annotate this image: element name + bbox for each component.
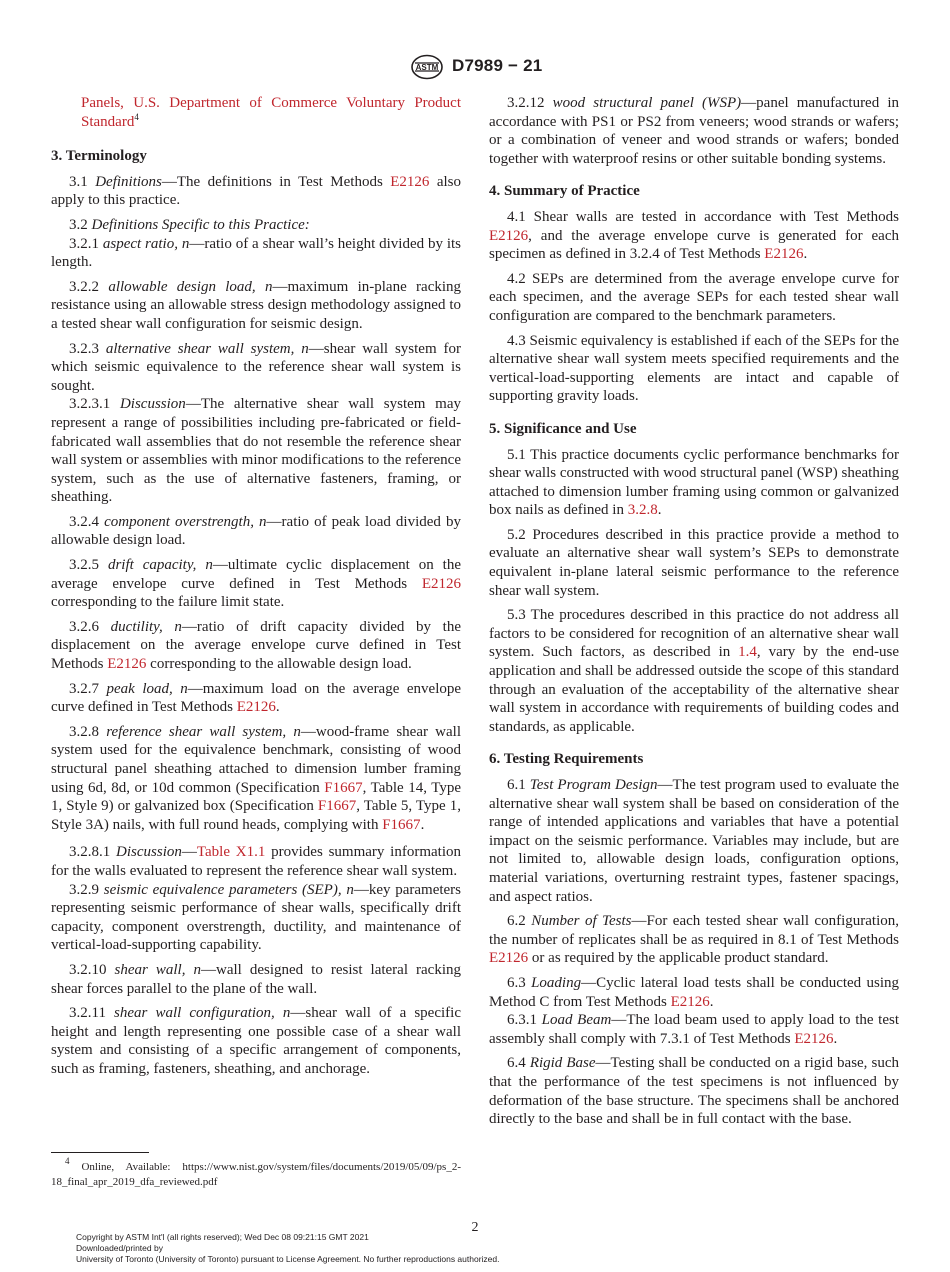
paragraph-3-2-12: 3.2.12 wood structural panel (WSP)—panel manufactured in accordance with PS1 or PS2 from veneers; wood strands or wafers; or a combination of veneer and wood strands or wafers; bonded together with waterproof resins or other suitable bonding systems. bbox=[489, 95, 900, 167]
paragraph-4-3: 4.3 Seismic equivalency is established if each of the SEPs for the alternative shear wall system meets specified requirements and the vertical-load-supporting elements are intact and capable of supporting gravity loads. bbox=[489, 332, 899, 405]
left-column bbox=[51, 94, 461, 1085]
section-heading-significance: 5. Significance and Use bbox=[489, 420, 637, 437]
right-column bbox=[489, 94, 899, 1135]
paragraph-3-2-5: 3.2.5 drift capacity, n—ultimate cyclic displacement on the average envelope curve defined in Test Methods E2126 corresponding to the failure limit state. bbox=[51, 557, 462, 611]
reference-link[interactable]: E2126 bbox=[794, 1030, 834, 1047]
paragraph-6-3-1: 6.3.1 Load Beam—The load beam used to apply load to the test assembly shall comply with 7.3.1 of Test Methods E2126. bbox=[489, 1012, 900, 1047]
paragraph-3-2-1: 3.2.1 aspect ratio, n—ratio of a shear wall’s height divided by its length. bbox=[51, 235, 462, 271]
continued-reference bbox=[51, 94, 461, 131]
reference-link[interactable]: Table X1.1 bbox=[196, 844, 266, 861]
reference-link[interactable]: E2126 bbox=[421, 575, 461, 592]
svg-text:ASTM: ASTM bbox=[415, 63, 439, 72]
paragraph-5-1: 5.1 This practice documents cyclic performance benchmarks for shear walls constructed with wood structural panel (WSP) sheathing attached to dimension lumber framing using common or galvanized box nails as defined in 3.2.8. bbox=[489, 446, 899, 519]
paragraph-3-2-6: 3.2.6 ductility, n—ratio of drift capacity divided by the displacement on the average envelope curve defined in Test Methods E2126 corresponding to the allowable design load. bbox=[51, 618, 462, 673]
reference-link[interactable]: E2126 bbox=[489, 227, 529, 244]
paragraph-6-1: 6.1 Test Program Design—The test program used to evaluate the alternative shear wall system shall be based on consideration of the range of intended applications and variables that have a potential impact on the seismic performance. Variables may include, but are not limited to, allowable design loads, configuration options, material variations, overturning restraint types, fastener spacings, and aspect ratios. bbox=[489, 777, 900, 905]
astm-logo-icon bbox=[410, 54, 444, 80]
reference-link[interactable]: F1667 bbox=[324, 779, 363, 796]
section-heading-terminology: 3. Terminology bbox=[51, 148, 147, 165]
paragraph-5-3: 5.3 The procedures described in this practice do not address all factors to be considered for recognition of an alternative shear wall system. Such factors, as described in 1.4, vary by the end-use application and shall be addressed outside the scope of this standard through an evaluation of the acceptability of the alternative shear wall system in accordance with requirements of building codes and standards, as applicable. bbox=[489, 607, 899, 735]
paragraph-3-2-7: 3.2.7 peak load, n—maximum load on the average envelope curve defined in Test Methods E2126. bbox=[51, 680, 462, 716]
reference-link[interactable]: E2126 bbox=[764, 246, 804, 263]
paragraph-3-2-3: 3.2.3 alternative shear wall system, n—shear wall system for which seismic equivalence to the reference shear wall system is sought. bbox=[51, 340, 461, 394]
reference-link[interactable]: 1.4 bbox=[738, 644, 757, 661]
paragraph-5-2: 5.2 Procedures described in this practice provide a method to evaluate an alternative shear wall system’s SEPs to demonstrate equivalent in-plane lateral seismic performance to the reference shear wall system. bbox=[489, 526, 899, 599]
license-line: University of Toronto (University of Toronto) pursuant to License Agreement. No further reproductions authorized. bbox=[76, 1254, 500, 1264]
reference-link[interactable]: F1667 bbox=[317, 798, 357, 815]
paragraph-3-2-2: 3.2.2 allowable design load, n—maximum in-plane racking resistance using an allowable stress design methodology assigned to a tested shear wall configuration for seismic design. bbox=[51, 278, 462, 332]
copyright-line: Copyright by ASTM Int'l (all rights reserved); Wed Dec 08 09:21:15 GMT 2021 bbox=[76, 1232, 369, 1242]
paragraph-4-2: 4.2 SEPs are determined from the average envelope curve for each specimen, and the average SEPs for each tested shear wall configuration are compared to the benchmark parameters. bbox=[489, 270, 899, 324]
section-heading-summary: 4. Summary of Practice bbox=[489, 183, 640, 200]
paragraph-3-2-8-1: 3.2.8.1 Discussion—Table X1.1 provides summary information for the walls evaluated to represent the reference shear wall system. bbox=[51, 844, 461, 879]
paragraph-4-1: 4.1 Shear walls are tested in accordance with Test Methods E2126, and the average envelope curve is generated for each specimen as defined in 3.2.4 of Test Methods E2126. bbox=[489, 208, 899, 263]
paragraph-6-4: 6.4 Rigid Base—Testing shall be conducted on a rigid base, such that the performance of the test specimens is not influenced by deformation of the base structure. The specimens shall be anchored directly to the base and shall be in full contact with the base. bbox=[489, 1055, 899, 1128]
reference-link[interactable]: E2126 bbox=[236, 699, 276, 716]
reference-link[interactable]: 3.2.8 bbox=[627, 502, 658, 519]
copyright-notice bbox=[76, 1232, 500, 1265]
reference-link[interactable]: F1667 bbox=[382, 816, 421, 833]
footnote-rule bbox=[51, 1152, 149, 1153]
paragraph-3-2-11: 3.2.11 shear wall configuration, n—shear wall of a specific height and length representing one possible case of a shear wall system and consisting of a specific arrangement of components, such as framing, fasteners, sheathing, and anchorage. bbox=[51, 1005, 461, 1077]
download-line: Downloaded/printed by bbox=[76, 1243, 163, 1253]
paragraph-3-2-8: 3.2.8 reference shear wall system, n—wood-frame shear wall system used for the equivalence benchmark, consisting of wood structural panel sheathing attached to dimension lumber framing using 6d, 8d, or 10d common (Specification F1667, Table 14, Type 1, Style 9) or galvanized box (Specification F1667, Table 5, Type 1, Style 3A) nails, with full round heads, complying with F1667. bbox=[51, 723, 461, 833]
page-number: 2 bbox=[471, 1220, 479, 1235]
reference-link-ps[interactable]: Panels, U.S. Department of Commerce Voluntary Product Standard bbox=[81, 95, 461, 130]
footnote bbox=[51, 1156, 461, 1190]
footnote-text: Online, Available: https://www.nist.gov/system/files/documents/2019/05/09/ps_2-18_final_apr_2019_dfa_reviewed.pdf bbox=[51, 1161, 461, 1188]
paragraph-3-2-9: 3.2.9 seismic equivalence parameters (SEP), n—key parameters representing seismic performance of shear walls, specifically drift capacity, component overstrength, ductility, and maintenance of vertical-load-supporting capability. bbox=[51, 881, 462, 954]
paragraph-3-1: 3.1 Definitions—The definitions in Test Methods E2126 also apply to this practice. bbox=[51, 173, 462, 209]
reference-link[interactable]: E2126 bbox=[489, 950, 529, 967]
paragraph-6-2: 6.2 Number of Tests—For each tested shear wall configuration, the number of replicates shall be as required in 8.1 of Test Methods E2126 or as required by the applicable product standard. bbox=[489, 913, 899, 967]
section-heading-testing: 6. Testing Requirements bbox=[489, 751, 644, 768]
reference-link[interactable]: E2126 bbox=[107, 656, 147, 673]
footnote-number: 4 bbox=[65, 1156, 70, 1166]
paragraph-3-2-10: 3.2.10 shear wall, n—wall designed to resist lateral racking shear forces parallel to the plane of the wall. bbox=[51, 961, 461, 997]
footnote-mark[interactable]: 4 bbox=[134, 111, 139, 122]
paragraph-3-2-3-1: 3.2.3.1 Discussion—The alternative shear wall system may represent a range of possibilities including pre-fabricated or field-fabricated wall assemblies that do not resemble the reference shear wall system or assemblies with minor modifications to the reference system, such as the use of alternative fasteners, framing, or sheathing. bbox=[51, 396, 461, 506]
reference-link[interactable]: E2126 bbox=[670, 993, 710, 1010]
document-id: D7989 − 21 bbox=[452, 56, 543, 75]
paragraph-3-2: 3.2 Definitions Specific to this Practice: bbox=[69, 216, 310, 233]
reference-link[interactable]: E2126 bbox=[390, 173, 430, 190]
paragraph-3-2-4: 3.2.4 component overstrength, n—ratio of peak load divided by allowable design load. bbox=[51, 513, 461, 549]
paragraph-6-3: 6.3 Loading—Cyclic lateral load tests shall be conducted using Method C from Test Methods E2126. bbox=[489, 974, 899, 1010]
